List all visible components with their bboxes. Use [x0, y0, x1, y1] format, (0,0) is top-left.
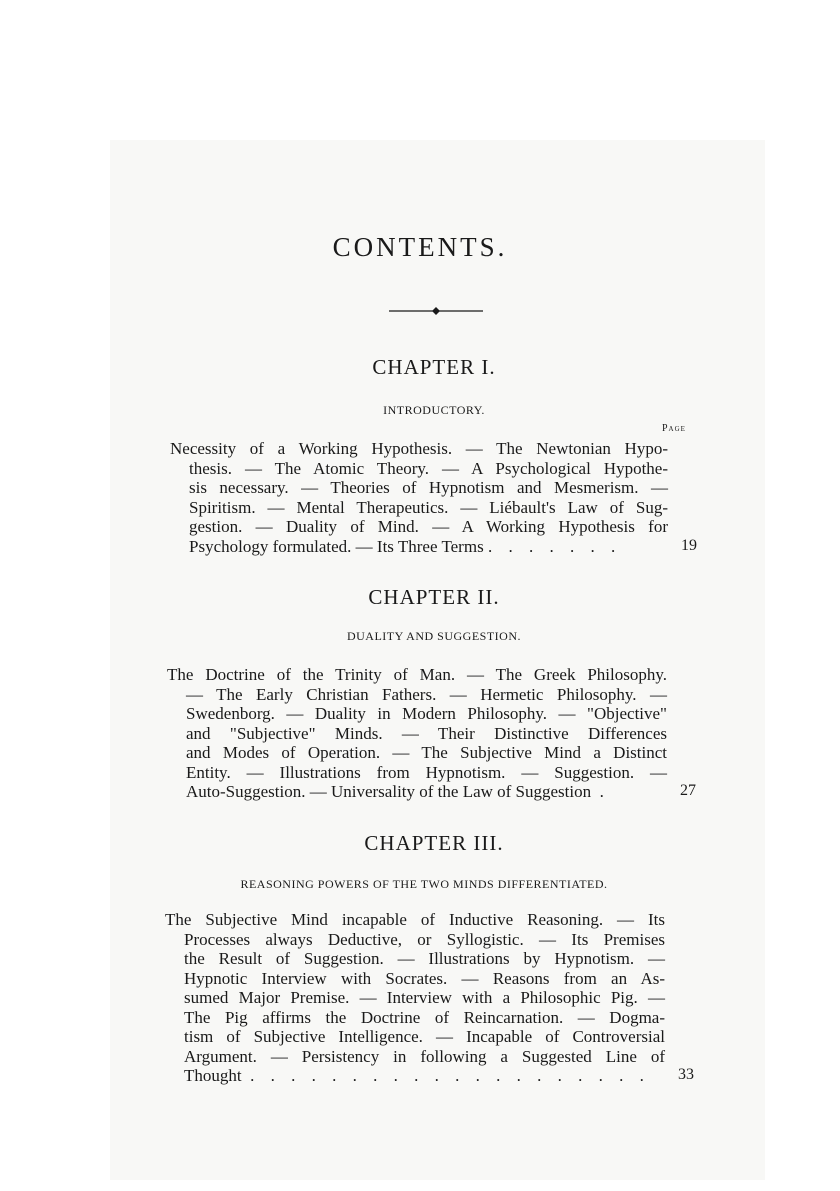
summary-line: sumed Major Premise. — Interview with a Philosophic Pig. — — [184, 988, 665, 1007]
summary-line: the Result of Suggestion. — Illustrations by Hypnotism. — — [184, 949, 665, 968]
chapter-2-subtitle: DUALITY AND SUGGESTION. — [346, 629, 522, 643]
summary-line: Entity. — Illustrations from Hypnotism. — Suggestion. — — [186, 762, 667, 782]
summary-line-text: Psychology formulated. — Its Three Terms — [189, 536, 484, 556]
summary-line: Hypnotic Interview with Socrates. — Reasons from an As- — [184, 968, 665, 988]
chapter-3-heading: CHAPTER III. — [364, 831, 504, 855]
chapter-2-page-number: 27 — [680, 782, 696, 799]
summary-line: Swedenborg. — Duality in Modern Philosophy. — "Objective" — [186, 704, 667, 723]
chapter-1-heading: CHAPTER I. — [372, 355, 496, 379]
chapter-1-page-number: 19 — [681, 537, 697, 554]
summary-line: gestion. — Duality of Mind. — A Working Hypothesis for — [189, 517, 668, 536]
summary-line: and "Subjective" Minds. — Their Distinctive Differences — [186, 723, 667, 743]
summary-line-final — [184, 1066, 665, 1086]
summary-line: thesis. — The Atomic Theory. — A Psychological Hypothe- — [189, 458, 668, 478]
summary-line: sis necessary. — Theories of Hypnotism and Mesmerism. — — [189, 478, 668, 497]
dot-leaders: . — [599, 782, 610, 801]
summary-line: The Doctrine of the Trinity of Man. — The Greek Philosophy. — [167, 665, 667, 684]
summary-line-final — [189, 537, 668, 557]
summary-line-final — [186, 782, 667, 802]
chapter-3-subtitle: REASONING POWERS OF THE TWO MINDS DIFFERENTIATED. — [240, 877, 608, 891]
summary-line: Argument. — Persistency in following a Suggested Line of — [184, 1046, 665, 1066]
contents-title: CONTENTS. — [332, 232, 508, 262]
summary-line: Spiritism. — Mental Therapeutics. — Liébault's Law of Sug- — [189, 497, 668, 517]
summary-line-text: Auto-Suggestion. — Universality of the Law of Suggestion — [186, 782, 592, 801]
summary-line: The Pig affirms the Doctrine of Reincarnation. — Dogma- — [184, 1007, 665, 1027]
dot-leaders: . . . . . . . . . . . . . . . . . . . . — [250, 1066, 650, 1085]
ornament-divider-icon — [389, 305, 483, 317]
summary-line: tism of Subjective Intelligence. — Incapable of Controversial — [184, 1027, 665, 1046]
summary-line: The Subjective Mind incapable of Inductive Reasoning. — Its — [165, 910, 665, 929]
summary-line: — The Early Christian Fathers. — Hermetic Philosophy. — — [186, 684, 667, 704]
chapter-2-summary — [167, 665, 667, 802]
summary-line-text: Thought — [184, 1066, 242, 1085]
chapter-1-subtitle: INTRODUCTORY. — [383, 403, 485, 417]
chapter-1-summary — [170, 439, 668, 556]
summary-line: Processes always Deductive, or Syllogistic. — Its Premises — [184, 929, 665, 949]
dot-leaders: . . . . . . . — [487, 536, 622, 556]
chapter-3-summary — [165, 910, 665, 1086]
chapter-2-heading: CHAPTER II. — [368, 585, 500, 609]
page-column-label: Page — [662, 423, 686, 434]
summary-line: Necessity of a Working Hypothesis. — The Newtonian Hypo- — [170, 439, 668, 458]
chapter-3-page-number: 33 — [678, 1066, 694, 1083]
summary-line: and Modes of Operation. — The Subjective Mind a Distinct — [186, 743, 667, 762]
